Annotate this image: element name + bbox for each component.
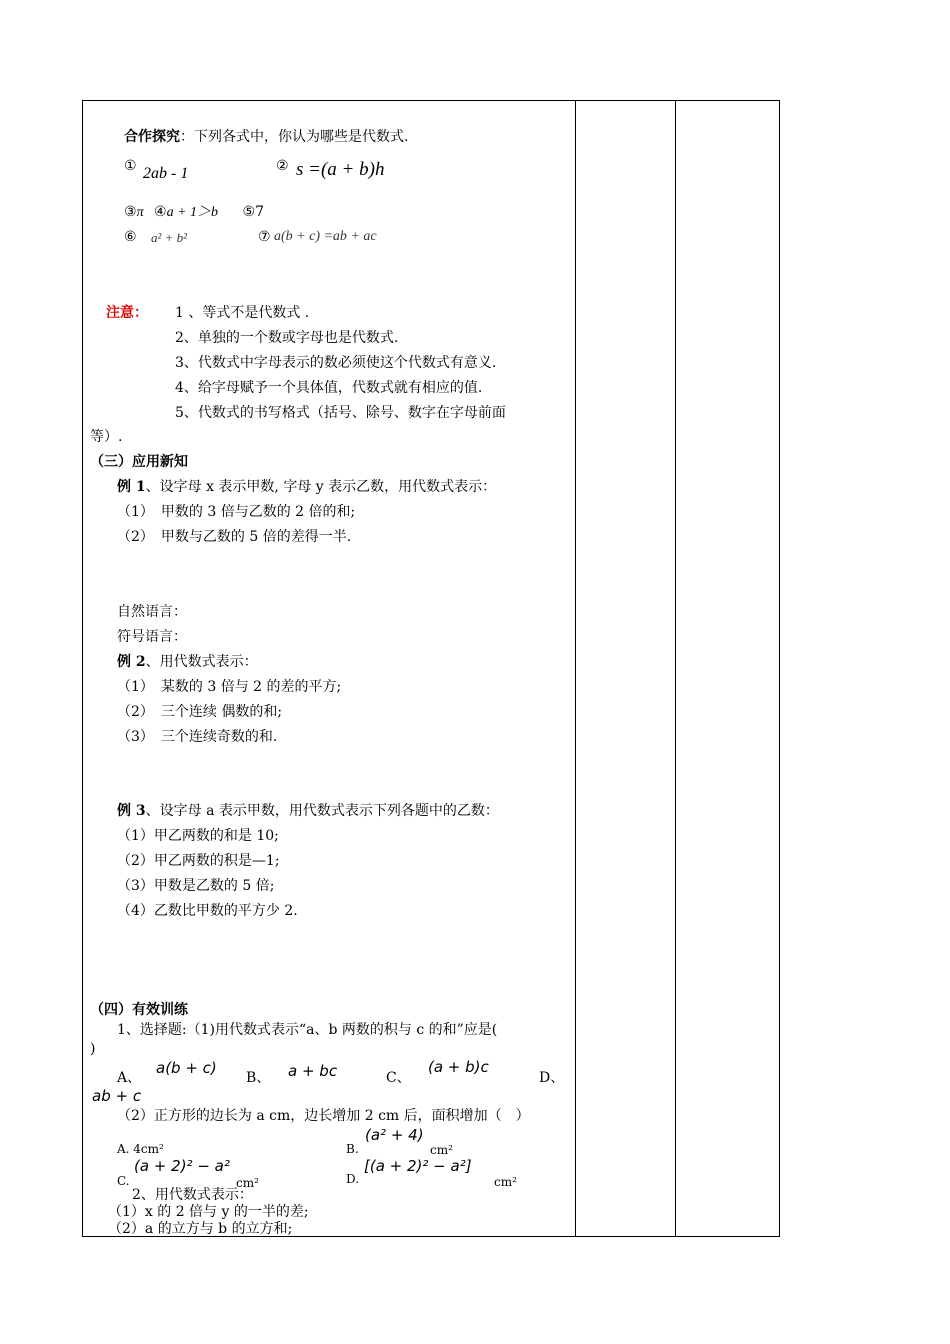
notes-label: 注意： [106,305,148,321]
note-5: 5、代数式的书写格式（括号、除号、数字在字母前面 [175,405,506,421]
q3-text: 2、用代数式表示： [132,1187,253,1203]
ex2-item-1: （1） 某数的 3 倍与 2 的差的平方; [117,679,342,695]
natural-language: 自然语言： [117,604,187,620]
q2-option-b-label: B. [346,1142,359,1156]
ex3-label: 例 3 [117,803,146,819]
expr-7-num: ⑦ [258,229,271,245]
ex2-line [117,653,258,671]
q2-option-b: (a² + 4) [365,1126,424,1144]
ex2-label: 例 2 [117,654,146,670]
ex1-label: 例 1 [117,479,146,495]
q1-option-d: ab + c [92,1087,142,1105]
ex3-item-1: （1）甲乙两数的和是 10; [117,828,279,844]
expr-5: 7 [255,204,264,220]
q2-option-d-unit: cm² [494,1175,517,1189]
q3-item-1: （1）x 的 2 倍与 y 的一半的差; [108,1204,309,1220]
q2-option-c-unit: cm² [236,1176,259,1190]
note-2: 2、单独的一个数或字母也是代数式. [175,330,399,346]
expr-3-num: ③ [124,204,137,220]
q1-text: 1、选择题:（1)用代数式表示“a、b 两数的积与 c 的和”应是( [117,1022,498,1038]
expr-6: a² + b² [151,230,188,245]
expr-row-2 [124,203,264,222]
q2-option-d-label: D. [346,1172,360,1186]
q2-option-a: A. 4cm² [117,1142,164,1156]
q2-option-d: [(a + 2)² − a²] [364,1157,472,1175]
column-divider-1 [575,100,576,1237]
expr-1-num: ① [124,158,137,174]
q1-option-b: a + bc [288,1062,338,1080]
expr-4-num: ④ [154,204,167,220]
q1-option-d-label: D、 [539,1070,565,1086]
ex1-item-1: （1） 甲数的 3 倍与乙数的 2 倍的和; [117,504,356,520]
symbolic-language: 符号语言： [117,629,187,645]
ex3-item-4: （4）乙数比甲数的平方少 2. [117,903,298,919]
q2-option-c: (a + 2)² − a² [134,1157,230,1175]
ex2-item-2: （2） 三个连续 偶数的和; [117,704,283,720]
expr-4: a + 1＞b [166,205,219,220]
ex1-line [117,478,496,496]
q1-option-c: (a + b)c [428,1058,489,1076]
expr-7: a(b + c) =ab + ac [274,229,377,244]
section3-title: （三）应用新知 [90,454,188,470]
ex1-item-2: （2） 甲数与乙数的 5 倍的差得一半. [117,529,352,545]
ex1-text: 、设字母 x 表示甲数, 字母 y 表示乙数，用代数式表示： [145,479,497,495]
expr-3: π [136,205,144,220]
expr-5-num: ⑤ [242,204,256,220]
expr-2: s =(a + b)h [296,159,385,180]
ex3-item-3: （3）甲数是乙数的 5 倍; [117,878,275,894]
q1-option-b-label: B、 [246,1070,271,1086]
q2-option-c-label: C. [117,1174,130,1188]
expr-1: 2ab - 1 [143,165,189,182]
explore-line [124,128,408,146]
explore-text: ：下列各式中，你认为哪些是代数式. [180,129,409,145]
ex2-item-3: （3） 三个连续奇数的和. [117,729,278,745]
ex3-text: 、设字母 a 表示甲数，用代数式表示下列各题中的乙数： [145,803,499,819]
q1-option-a-label: A、 [117,1070,142,1086]
q1-option-a: a(b + c) [156,1059,217,1077]
expr-6-num: ⑥ [124,229,137,245]
note-4: 4、给字母赋予一个具体值，代数式就有相应的值. [175,380,483,396]
note-5-wrap: 等）. [90,429,123,445]
q2-text: （2）正方形的边长为 a cm，边长增加 2 cm 后，面积增加（ ） [117,1108,530,1124]
note-1: 1 、等式不是代数式 . [175,305,310,321]
expr-2-num: ② [276,158,289,174]
explore-label: 合作探究 [124,129,180,145]
ex2-text: 、用代数式表示： [145,654,258,670]
section4-title: （四）有效训练 [90,1002,188,1018]
ex3-item-2: （2）甲乙两数的积是—1; [117,853,280,869]
q3-item-2: （2）a 的立方与 b 的立方和; [108,1221,293,1237]
q1-option-c-label: C、 [386,1070,411,1086]
q1-wrap: ) [90,1041,96,1057]
q2-option-b-unit: cm² [430,1143,453,1157]
note-3: 3、代数式中字母表示的数必须使这个代数式有意义. [175,355,497,371]
column-divider-2 [675,100,676,1237]
ex3-line [117,802,499,820]
